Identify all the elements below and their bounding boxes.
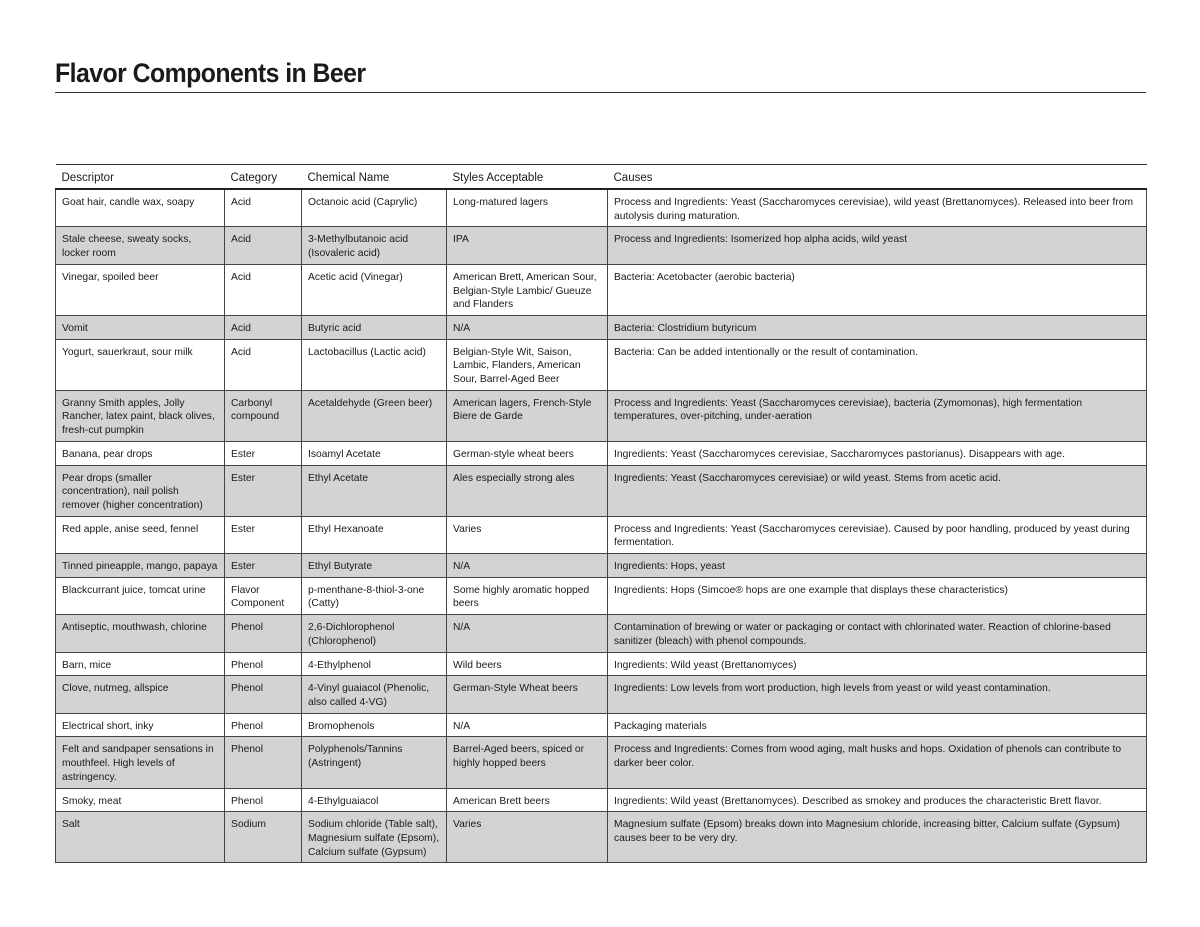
table-row — [56, 788, 1147, 812]
cell-category: Phenol — [225, 615, 302, 652]
cell-causes: Ingredients: Hops (Simcoe® hops are one example that displays these characteristics) — [608, 577, 1147, 614]
cell-category: Acid — [225, 189, 302, 227]
cell-descriptor: Banana, pear drops — [56, 441, 225, 465]
column-header-chemical-name: Chemical Name — [302, 165, 447, 190]
cell-category: Phenol — [225, 788, 302, 812]
cell-causes: Ingredients: Wild yeast (Brettanomyces). Described as smokey and produces the characteristic Brett flavor. — [608, 788, 1147, 812]
table-row — [56, 615, 1147, 652]
cell-styles-acceptable: N/A — [447, 615, 608, 652]
column-header-descriptor: Descriptor — [56, 165, 225, 190]
cell-styles-acceptable: Wild beers — [447, 652, 608, 676]
cell-descriptor: Red apple, anise seed, fennel — [56, 516, 225, 553]
cell-causes: Bacteria: Acetobacter (aerobic bacteria) — [608, 264, 1147, 315]
cell-category: Carbonyl compound — [225, 390, 302, 441]
cell-chemical-name: Ethyl Butyrate — [302, 554, 447, 578]
cell-styles-acceptable: IPA — [447, 227, 608, 264]
table-row — [56, 465, 1147, 516]
cell-causes: Process and Ingredients: Yeast (Saccharomyces cerevisiae), bacteria (Zymomonas), high fermentation temperatures, over-pitching, under-aeration — [608, 390, 1147, 441]
cell-causes: Bacteria: Can be added intentionally or the result of contamination. — [608, 339, 1147, 390]
cell-causes: Ingredients: Wild yeast (Brettanomyces) — [608, 652, 1147, 676]
cell-styles-acceptable: American Brett, American Sour, Belgian-Style Lambic/ Gueuze and Flanders — [447, 264, 608, 315]
cell-causes: Packaging materials — [608, 713, 1147, 737]
cell-styles-acceptable: German-style wheat beers — [447, 441, 608, 465]
cell-descriptor: Smoky, meat — [56, 788, 225, 812]
cell-category: Phenol — [225, 652, 302, 676]
page-title: Flavor Components in Beer — [55, 58, 366, 88]
cell-category: Phenol — [225, 713, 302, 737]
table-row — [56, 676, 1147, 713]
cell-causes: Process and Ingredients: Yeast (Saccharomyces cerevisiae). Caused by poor handling, produced by yeast during fermentation. — [608, 516, 1147, 553]
cell-chemical-name: Polyphenols/Tannins (Astringent) — [302, 737, 447, 788]
cell-category: Acid — [225, 339, 302, 390]
cell-chemical-name: Acetic acid (Vinegar) — [302, 264, 447, 315]
cell-descriptor: Barn, mice — [56, 652, 225, 676]
cell-descriptor: Vomit — [56, 315, 225, 339]
table-row — [56, 577, 1147, 614]
cell-chemical-name: Acetaldehyde (Green beer) — [302, 390, 447, 441]
column-header-styles-acceptable: Styles Acceptable — [447, 165, 608, 190]
header-row — [56, 165, 1147, 190]
cell-chemical-name: Octanoic acid (Caprylic) — [302, 189, 447, 227]
cell-causes: Ingredients: Yeast (Saccharomyces cerevisiae) or wild yeast. Stems from acetic acid. — [608, 465, 1147, 516]
cell-causes: Ingredients: Yeast (Saccharomyces cerevisiae, Saccharomyces pastorianus). Disappears with age. — [608, 441, 1147, 465]
cell-causes: Process and Ingredients: Isomerized hop alpha acids, wild yeast — [608, 227, 1147, 264]
cell-descriptor: Electrical short, inky — [56, 713, 225, 737]
flavor-table — [55, 164, 1147, 863]
cell-descriptor: Salt — [56, 812, 225, 863]
cell-causes: Process and Ingredients: Yeast (Saccharomyces cerevisiae), wild yeast (Brettanomyces). Released into beer from autolysis during maturation. — [608, 189, 1147, 227]
cell-causes: Bacteria: Clostridium butyricum — [608, 315, 1147, 339]
table-row — [56, 713, 1147, 737]
cell-causes: Process and Ingredients: Comes from wood aging, malt husks and hops. Oxidation of phenols can contribute to darker beer color. — [608, 737, 1147, 788]
cell-chemical-name: 4-Ethylphenol — [302, 652, 447, 676]
cell-styles-acceptable: Some highly aromatic hopped beers — [447, 577, 608, 614]
cell-chemical-name: 2,6-Dichlorophenol (Chlorophenol) — [302, 615, 447, 652]
cell-styles-acceptable: N/A — [447, 315, 608, 339]
cell-category: Phenol — [225, 676, 302, 713]
cell-styles-acceptable: German-Style Wheat beers — [447, 676, 608, 713]
table-row — [56, 315, 1147, 339]
flavor-table-container — [55, 164, 1146, 863]
table-row — [56, 812, 1147, 863]
cell-causes: Contamination of brewing or water or packaging or contact with chlorinated water. Reaction of chlorine-based sanitizer (bleach) with phenol compounds. — [608, 615, 1147, 652]
cell-descriptor: Pear drops (smaller concentration), nail polish remover (higher concentration) — [56, 465, 225, 516]
cell-descriptor: Felt and sandpaper sensations in mouthfeel. High levels of astringency. — [56, 737, 225, 788]
cell-chemical-name: Ethyl Hexanoate — [302, 516, 447, 553]
table-row — [56, 554, 1147, 578]
cell-chemical-name: 3-Methylbutanoic acid (Isovaleric acid) — [302, 227, 447, 264]
cell-styles-acceptable: Long-matured lagers — [447, 189, 608, 227]
cell-category: Sodium — [225, 812, 302, 863]
cell-descriptor: Tinned pineapple, mango, papaya — [56, 554, 225, 578]
cell-chemical-name: Isoamyl Acetate — [302, 441, 447, 465]
cell-descriptor: Blackcurrant juice, tomcat urine — [56, 577, 225, 614]
table-row — [56, 339, 1147, 390]
table-body — [56, 189, 1147, 863]
cell-descriptor: Antiseptic, mouthwash, chlorine — [56, 615, 225, 652]
table-row — [56, 516, 1147, 553]
cell-descriptor: Yogurt, sauerkraut, sour milk — [56, 339, 225, 390]
table-row — [56, 264, 1147, 315]
table-row — [56, 227, 1147, 264]
column-header-causes: Causes — [608, 165, 1147, 190]
table-row — [56, 441, 1147, 465]
cell-styles-acceptable: N/A — [447, 713, 608, 737]
cell-chemical-name: Ethyl Acetate — [302, 465, 447, 516]
cell-descriptor: Goat hair, candle wax, soapy — [56, 189, 225, 227]
cell-chemical-name: Bromophenols — [302, 713, 447, 737]
cell-category: Acid — [225, 227, 302, 264]
cell-styles-acceptable: Ales especially strong ales — [447, 465, 608, 516]
table-row — [56, 390, 1147, 441]
cell-causes: Ingredients: Hops, yeast — [608, 554, 1147, 578]
cell-styles-acceptable: N/A — [447, 554, 608, 578]
cell-category: Flavor Component — [225, 577, 302, 614]
cell-category: Ester — [225, 441, 302, 465]
cell-styles-acceptable: Varies — [447, 812, 608, 863]
title-rule — [55, 92, 1146, 93]
cell-styles-acceptable: American Brett beers — [447, 788, 608, 812]
cell-category: Acid — [225, 315, 302, 339]
cell-chemical-name: 4-Ethylguaiacol — [302, 788, 447, 812]
cell-styles-acceptable: Varies — [447, 516, 608, 553]
table-header — [56, 165, 1147, 190]
cell-styles-acceptable: Belgian-Style Wit, Saison, Lambic, Flanders, American Sour, Barrel-Aged Beer — [447, 339, 608, 390]
cell-styles-acceptable: Barrel-Aged beers, spiced or highly hopped beers — [447, 737, 608, 788]
cell-chemical-name: Lactobacillus (Lactic acid) — [302, 339, 447, 390]
cell-causes: Ingredients: Low levels from wort production, high levels from yeast or wild yeast contamination. — [608, 676, 1147, 713]
cell-category: Acid — [225, 264, 302, 315]
cell-causes: Magnesium sulfate (Epsom) breaks down into Magnesium chloride, increasing bitter, Calcium sulfate (Gypsum) causes beer to be very dry. — [608, 812, 1147, 863]
cell-category: Phenol — [225, 737, 302, 788]
table-row — [56, 737, 1147, 788]
cell-styles-acceptable: American lagers, French-Style Biere de Garde — [447, 390, 608, 441]
column-header-category: Category — [225, 165, 302, 190]
cell-descriptor: Stale cheese, sweaty socks, locker room — [56, 227, 225, 264]
cell-category: Ester — [225, 465, 302, 516]
table-row — [56, 189, 1147, 227]
cell-descriptor: Clove, nutmeg, allspice — [56, 676, 225, 713]
cell-descriptor: Granny Smith apples, Jolly Rancher, latex paint, black olives, fresh-cut pumpkin — [56, 390, 225, 441]
cell-category: Ester — [225, 516, 302, 553]
table-row — [56, 652, 1147, 676]
cell-chemical-name: Sodium chloride (Table salt), Magnesium sulfate (Epsom), Calcium sulfate (Gypsum) — [302, 812, 447, 863]
cell-category: Ester — [225, 554, 302, 578]
cell-chemical-name: 4-Vinyl guaiacol (Phenolic, also called 4-VG) — [302, 676, 447, 713]
cell-descriptor: Vinegar, spoiled beer — [56, 264, 225, 315]
cell-chemical-name: Butyric acid — [302, 315, 447, 339]
cell-chemical-name: p-menthane-8-thiol-3-one (Catty) — [302, 577, 447, 614]
